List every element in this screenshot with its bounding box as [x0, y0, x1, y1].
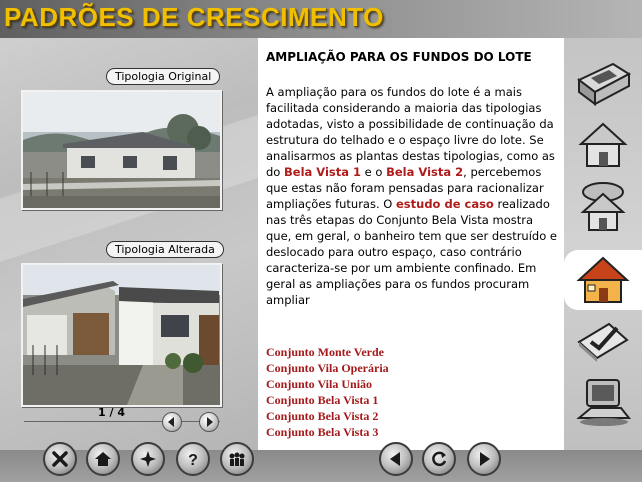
people-button[interactable]	[220, 442, 254, 476]
gallery-next-button[interactable]	[199, 412, 219, 432]
page-current: 1	[98, 406, 106, 419]
house-icon	[573, 116, 633, 172]
link-estudo-de-caso[interactable]: estudo de caso	[396, 197, 494, 211]
next-button[interactable]	[467, 442, 501, 476]
link-vila-uniao[interactable]: Conjunto Vila União	[266, 377, 373, 391]
computer-icon	[573, 374, 633, 430]
nav-computer[interactable]	[564, 372, 642, 432]
page-indicator	[98, 406, 125, 419]
link-monte-verde[interactable]: Conjunto Monte Verde	[266, 345, 385, 359]
photo-original	[21, 90, 222, 210]
chevron-left-icon	[166, 416, 178, 428]
link-conjunto-bela-vista-2[interactable]: Conjunto Bela Vista 2	[266, 409, 379, 423]
label-original: Tipologia Original	[106, 68, 220, 85]
article-heading: AMPLIAÇÃO PARA OS FUNDOS DO LOTE	[266, 50, 532, 64]
nav-house-color[interactable]	[564, 250, 642, 310]
article-body	[266, 84, 558, 308]
article-panel	[258, 38, 564, 450]
home-icon	[94, 450, 112, 468]
house-color-icon	[573, 252, 633, 308]
divider	[24, 421, 220, 422]
close-button[interactable]	[43, 442, 77, 476]
close-icon	[51, 450, 69, 468]
next-icon	[475, 450, 493, 468]
help-button[interactable]	[176, 442, 210, 476]
nav-book[interactable]	[564, 52, 642, 112]
compass-icon	[139, 450, 157, 468]
link-conjunto-bela-vista-1[interactable]: Conjunto Bela Vista 1	[266, 393, 379, 407]
page-title: PADRÕES DE CRESCIMENTO	[4, 2, 384, 32]
prev-button[interactable]	[379, 442, 413, 476]
refresh-icon	[430, 450, 448, 468]
home-button[interactable]	[86, 442, 120, 476]
title-bar	[0, 0, 642, 38]
article-text: realizado nas três etapas do Conjunto Bela Vista mostra que, em geral, o banheiro tem que ser destruído e deslocado para outro espaço, caso contrário caracteriza-se por um ambiente confinado. Em geral as ampliações para os fundos procuram ampliar	[266, 197, 557, 307]
gallery-prev-button[interactable]	[162, 412, 182, 432]
svg-text:?: ?	[188, 452, 198, 468]
compass-button[interactable]	[131, 442, 165, 476]
help-icon	[184, 450, 202, 468]
link-vila-operaria[interactable]: Conjunto Vila Operária	[266, 361, 389, 375]
checklist-icon	[573, 312, 633, 368]
prev-icon	[387, 450, 405, 468]
refresh-button[interactable]	[422, 442, 456, 476]
chevron-right-icon	[203, 416, 215, 428]
nav-checklist[interactable]	[564, 310, 642, 370]
photo-altered	[21, 263, 222, 407]
article-text: A ampliação para os fundos do lote é a mais facilitada considerando a maioria das tipologias adotadas, visto a possibilidade de continuação da estrutura do telhado e o espaço livre do lote. Se analisarmos as plantas destas tipologias, como as do	[266, 85, 555, 179]
side-nav	[564, 38, 642, 450]
label-altered: Tipologia Alterada	[106, 241, 224, 258]
people-icon	[227, 450, 247, 468]
link-bela-vista-1[interactable]: Bela Vista 1	[284, 165, 362, 179]
article-text: e o	[361, 165, 387, 179]
project-links	[266, 344, 389, 440]
link-bela-vista-2[interactable]: Bela Vista 2	[386, 165, 464, 179]
book-icon	[573, 54, 633, 110]
article-text: , percebemos que estas não foram pensadas para racionalizar ampliações futuras. O	[266, 165, 544, 211]
page-total: 4	[117, 406, 126, 419]
nav-house-magnify[interactable]	[564, 176, 642, 236]
link-conjunto-bela-vista-3[interactable]: Conjunto Bela Vista 3	[266, 425, 379, 439]
nav-house[interactable]	[564, 114, 642, 174]
page-separator: /	[109, 406, 114, 419]
house-magnify-icon	[573, 178, 633, 234]
